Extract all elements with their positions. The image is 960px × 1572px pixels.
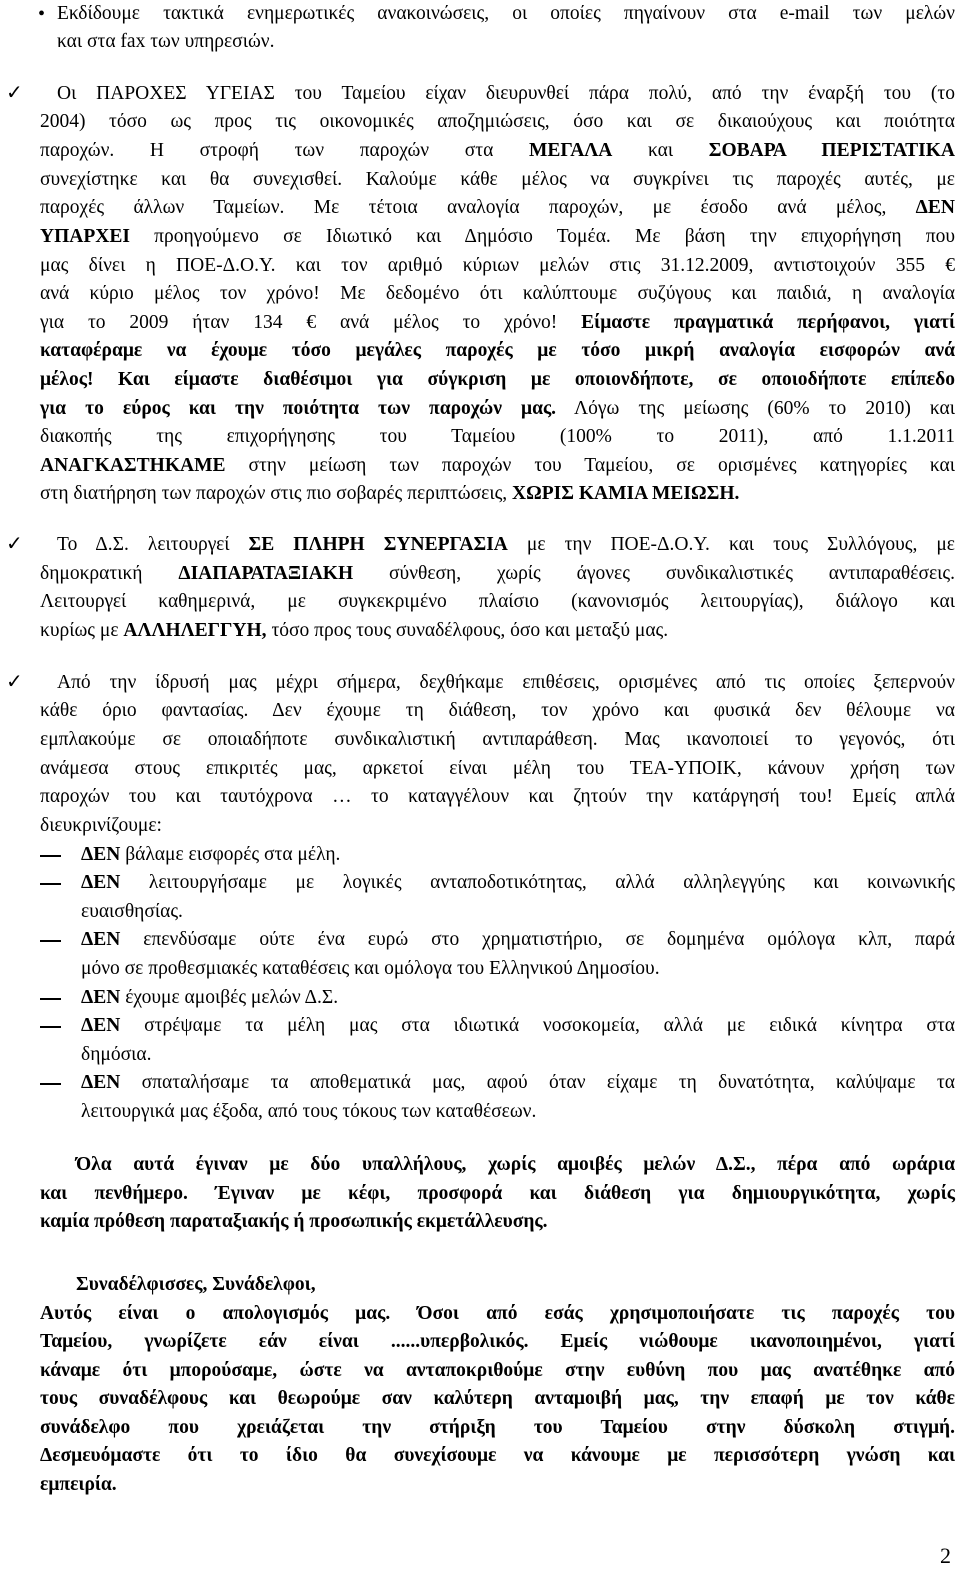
checkmark-icon: ✓ [6,533,23,555]
text-line: 2004) τόσο ως προς τις οικονομικές αποζημιώσεις, όσο και σε δικαιούχους και ποιότητα [40,111,955,132]
text-line: Δεσμευόμαστε ότι το ίδιο θα συνεχίσουμε να κάνουμε με περισσότερη γνώση και [40,1445,955,1466]
dash-bullet-icon [40,855,61,857]
text-line: Συναδέλφισσες, Συνάδελφοι, [76,1274,316,1295]
text-line: μόνο σε προθεσμιακές καταθέσεις και ομόλογα του Ελληνικού Δημοσίου. [81,958,660,979]
text-line: Οι ΠΑΡΟΧΕΣ ΥΓΕΙΑΣ του Ταμείου είχαν διευρυνθεί πάρα πολύ, από την έναρξή του (το [57,83,955,104]
text-line: στη διατήρηση των παροχών στις πιο σοβαρές περιπτώσεις, ΧΩΡΙΣ ΚΑΜΙΑ ΜΕΙΩΣΗ. [40,483,740,504]
text-line: παροχών. Η στροφή των παροχών στα ΜΕΓΑΛΑ και ΣΟΒΑΡΑ ΠΕΡΙΣΤΑΤΙΚΑ [40,140,955,161]
checkmark-icon: ✓ [6,82,23,104]
text-line: ΔΕΝ έχουμε αμοιβές μελών Δ.Σ. [81,987,339,1008]
text-line: μέλος! Και είμαστε διαθέσιμοι για σύγκριση με οποιονδήποτε, σε οποιοδήποτε επίπεδο [40,369,955,390]
text-line: ΔΕΝ επενδύσαμε ούτε ένα ευρώ στο χρηματιστήριο, σε δομημένα ομόλογα κλπ, παρά [81,929,955,950]
text-line: μας δίνει η ΠΟΕ-Δ.Ο.Υ. και τον αριθμό κύριων μελών στις 31.12.2009, αντιστοιχούν 355 € [40,255,955,276]
text-line: και πενθήμερο. Έγιναν με κέφι, προσφορά και διάθεση για δημιουργικότητα, χωρίς [40,1183,955,1204]
dash-bullet-icon [40,1026,61,1028]
text-line: Εκδίδουμε τακτικά ενημερωτικές ανακοινώσεις, οι οποίες πηγαίνουν στα e-mail των μελών [57,3,955,24]
text-line: καταφέραμε να έχουμε τόσο μεγάλες παροχές με τόσο μικρή αναλογία εισφορών ανά [40,340,955,361]
text-line: Από την ίδρυσή μας μέχρι σήμερα, δεχθήκαμε επιθέσεις, ορισμένες από τις οποίες ξεπερνούν [57,672,955,693]
bullet-icon: • [38,3,46,25]
text-line: Λειτουργεί καθημερινά, με συγκεκριμένο πλαίσιο (κανονισμός λειτουργίας), διάλογο και [40,591,955,612]
dash-bullet-icon [40,883,61,885]
text-line: κάναμε ότι μπορούσαμε, ώστε να ανταποκριθούμε στην ευθύνη που μας ανατέθηκε από [40,1360,955,1381]
text-line: διακοπής της επιχορήγησης του Ταμείου (100% το 2011), από 1.1.2011 [40,426,955,447]
checkmark-icon: ✓ [6,671,23,693]
text-line: τους συναδέλφους και θεωρούμε σαν καλύτερη ανταμοιβή μας, την επαφή με τον κάθε [40,1388,955,1409]
text-line: ΔΕΝ σπαταλήσαμε τα αποθεματικά μας, αφού όταν είχαμε τη δυνατότητα, καλύψαμε τα [81,1072,955,1093]
dash-bullet-icon [40,998,61,1000]
text-line: Όλα αυτά έγιναν με δύο υπαλλήλους, χωρίς αμοιβές μελών Δ.Σ., πέρα από ωράρια [76,1154,955,1175]
text-line: εμπλακούμε σε οποιαδήποτε συνδικαλιστική αντιπαράθεση. Μας ικανοποιεί το γεγονός, ότι [40,729,955,750]
text-line: Αυτός είναι ο απολογισμός μας. Όσοι από εσάς χρησιμοποιήσατε τις παροχές του [40,1303,955,1324]
text-line: για το 2009 ήταν 134 € ανά μέλος το χρόνο! Είμαστε πραγματικά περήφανοι, γιατί [40,312,956,333]
text-line: ΥΠΑΡΧΕΙ προηγούμενο σε Ιδιωτικό και Δημόσιο Τομέα. Με βάση την επιχορήγηση που [40,226,955,247]
text-line: ΔΕΝ λειτουργήσαμε με λογικές ανταποδοτικότητας, αλλά αλληλεγγύης και κοινωνικής [81,872,955,893]
text-line: Ταμείου, γνωρίζετε εάν είναι ......υπερβολικός. Εμείς νιώθουμε ικανοποιημένοι, γιατί [40,1331,955,1352]
text-line: ΑΝΑΓΚΑΣΤΗΚΑΜΕ στην μείωση των παροχών του Ταμείου, σε ορισμένες κατηγορίες και [40,455,955,476]
text-line: εμπειρία. [40,1474,117,1495]
text-line: ΔΕΝ βάλαμε εισφορές στα μέλη. [81,844,341,865]
text-line: συνεχίστηκε και θα συνεχισθεί. Καλούμε κάθε μέλος να συγκρίνει τις παροχές αυτές, με [40,169,955,190]
text-line: ανά κύριο μέλος τον χρόνο! Με δεδομένο ότι καλύπτουμε συζύγους και παιδιά, η αναλογία [40,283,955,304]
text-line: διευκρινίζουμε: [40,815,162,836]
text-line: ανάμεσα στους επικριτές μας, αρκετοί είναι μέλη του ΤΕΑ-ΥΠΟΙΚ, κάνουν χρήση των [40,758,955,779]
text-line: κυρίως με ΑΛΛΗΛΕΓΓΥΗ, τόσο προς τους συναδέλφους, όσο και μεταξύ μας. [40,620,669,641]
dash-bullet-icon [40,1083,61,1085]
text-line: Το Δ.Σ. λειτουργεί ΣΕ ΠΛΗΡΗ ΣΥΝΕΡΓΑΣΙΑ με την ΠΟΕ-Δ.Ο.Υ. και τους Συλλόγους, με [57,534,955,555]
text-line: συνάδελφο που χρειάζεται την στήριξη του Ταμείου στην δύσκολη στιγμή. [40,1417,955,1438]
text-line: δημόσια. [81,1044,152,1065]
page-number: 2 [940,1543,951,1568]
text-line: ευαισθησίας. [81,901,183,922]
text-line: δημοκρατική ΔΙΑΠΑΡΑΤΑΞΙΑΚΗ σύνθεση, χωρίς άγονες συνδικαλιστικές αντιπαραθέσεις. [40,563,955,584]
text-line: παροχών του και ταυτόχρονα … το καταγγέλουν και ζητούν την κατάργησή του! Εμείς απλά [40,786,955,807]
text-line: καμία πρόθεση παραταξιακής ή προσωπικής εκμετάλλευσης. [40,1211,548,1232]
text-line: λειτουργικά μας έξοδα, από τους τόκους των καταθέσεων. [81,1101,537,1122]
dash-bullet-icon [40,940,61,942]
text-line: κάθε όριο φαντασίας. Δεν έχουμε τη διάθεση, τον χρόνο και φυσικά δεν θέλουμε να [40,700,955,721]
text-line: και στα fax των υπηρεσιών. [57,31,275,52]
text-line: για το εύρος και την ποιότητα των παροχών μας. Λόγω της μείωσης (60% το 2010) και [40,398,955,419]
text-line: παροχές άλλων Ταμείων. Με τέτοια αναλογία παροχών, με έσοδο ανά μέλος, ΔΕΝ [40,197,955,218]
text-line: ΔΕΝ στρέψαμε τα μέλη μας στα ιδιωτικά νοσοκομεία, αλλά με ειδικά κίνητρα στα [81,1015,955,1036]
